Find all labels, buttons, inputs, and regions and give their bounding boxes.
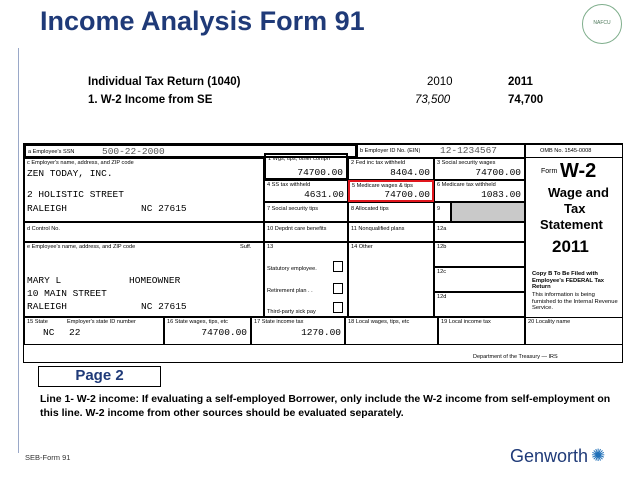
ein-value: 12-1234567 (440, 145, 498, 156)
employer-state-zip: NC 27615 (141, 203, 187, 214)
header-w2-2011: 74,700 (508, 94, 544, 106)
box-c-employer: c Employer's name, address, and ZIP code ZEN TODAY, INC. 2 HOLISTIC STREET RALEIGH NC 27615 (24, 158, 264, 222)
box-6-value: 1083.00 (481, 189, 521, 200)
box-12c: 12c (434, 267, 525, 292)
box-6: 6 Medicare tax withheld 1083.00 (434, 180, 525, 202)
header-year-2011: 2011 (508, 76, 533, 88)
box-d-control: d Control No. (24, 222, 264, 242)
box-12d: 12d (434, 292, 525, 317)
box-4-value: 4631.00 (304, 189, 344, 200)
box-14: 14 Other (348, 242, 434, 317)
form-word: Form (541, 168, 558, 175)
left-rule (18, 48, 19, 453)
header-year-2010: 2010 (427, 76, 453, 88)
copy-b-title: Copy B To Be Filed with Employee's FEDERAL Tax Return (532, 271, 605, 291)
box-19: 19 Local income tax (438, 317, 525, 345)
state-value: NC (43, 327, 55, 338)
box-10: 10 Depdnt care benefits (264, 222, 348, 242)
statutory-checkbox[interactable] (333, 261, 343, 272)
form-sub2: Tax (564, 201, 586, 216)
box-16: 16 State wages, tips, etc 74700.00 (164, 317, 251, 345)
w2-form (23, 143, 623, 363)
state-id-value: 22 (69, 327, 81, 338)
box-8: 8 Allocated tips (348, 202, 434, 222)
box-2: 2 Fed inc tax withheld 8404.00 (348, 158, 434, 180)
form-title-block (525, 158, 623, 263)
box-11: 11 Nonqualified plans (348, 222, 434, 242)
box-17-value: 1270.00 (301, 327, 341, 338)
copy-b-text: This information is being furnished to the Internal Revenue Service. (532, 292, 618, 312)
page-2-label: Page 2 (38, 366, 161, 387)
box-e-employee: e Employee's name, address, and ZIP code Suff. MARY L HOMEOWNER 10 MAIN STREET RALEIGH NC 27615 (24, 242, 264, 317)
box-2-value: 8404.00 (390, 167, 430, 178)
header-row2-label: 1. W-2 Income from SE (88, 94, 213, 106)
form-sub3: Statement (540, 217, 603, 232)
header-w2-2010: 73,500 (415, 94, 451, 106)
box-9-shaded (451, 202, 525, 222)
employer-address: 2 HOLISTIC STREET (27, 189, 124, 200)
footer-form-id: SEB-Form 91 (25, 453, 71, 462)
box-4: 4 SS tax withheld 4631.00 (264, 180, 348, 202)
form-name: W-2 (560, 160, 597, 182)
box-9: 9 (434, 202, 451, 222)
box-20: 20 Locality name (525, 317, 623, 345)
box-b-ein: b Employer ID No. (EIN) 12-1234567 (357, 144, 525, 158)
employee-first-name: MARY L (27, 275, 62, 286)
employee-last-name: HOMEOWNER (129, 275, 181, 286)
box-3: 3 Social security wages 74700.00 (434, 158, 525, 180)
box-5-value: 74700.00 (384, 189, 430, 200)
box-1: 1 Wgs, tips, other compn 74700.00 (264, 153, 348, 180)
employee-address: 10 MAIN STREET (27, 288, 107, 299)
box-1-value: 74700.00 (297, 167, 343, 178)
seal-text: NAFCU (593, 20, 611, 27)
treasury-dept: Department of the Treasury — IRS (473, 354, 558, 360)
ssn-value: 500-22-2000 (102, 146, 165, 157)
box-17: 17 State income tax 1270.00 (251, 317, 345, 345)
employer-city: RALEIGH (27, 203, 67, 214)
seal-logo (582, 4, 622, 44)
box-12a: 12a (434, 222, 525, 242)
employee-state-zip: NC 27615 (141, 301, 187, 312)
box-13: 13 Statutory employee. Retirement plan . . Third-party sick pay (264, 242, 348, 317)
box-15: 15 State Employer's state ID number NC 22 (24, 317, 164, 345)
form-sub1: Wage and (548, 185, 609, 200)
employee-city: RALEIGH (27, 301, 67, 312)
box-16-value: 74700.00 (201, 327, 247, 338)
header-row1-label: Individual Tax Return (1040) (88, 76, 241, 88)
copy-b-block (525, 263, 623, 317)
retirement-checkbox[interactable] (333, 283, 343, 294)
box-a-ssn: a Employee's SSN 500-22-2000 (24, 144, 357, 158)
box-3-value: 74700.00 (475, 167, 521, 178)
omb: OMB No. 1545-0008 (525, 144, 623, 158)
box-12b: 12b (434, 242, 525, 267)
page-title: Income Analysis Form 91 (40, 6, 365, 36)
employer-name: ZEN TODAY, INC. (27, 168, 113, 179)
third-party-checkbox[interactable] (333, 302, 343, 313)
line1-instruction: Line 1- W-2 income: If evaluating a self-employed Borrower, only include the W-2 income from self-employment on this line. W-2 income from other sources should be evaluated separately. (40, 393, 611, 419)
genworth-logo: Genworth (510, 446, 589, 466)
box-18: 18 Local wages, tips, etc (345, 317, 438, 345)
genworth-sun-icon: ✺ (591, 446, 606, 465)
form-year: 2011 (552, 237, 589, 256)
box-7: 7 Social security tips (264, 202, 348, 222)
box-5: 5 Medicare wages & tips 74700.00 (348, 180, 434, 202)
